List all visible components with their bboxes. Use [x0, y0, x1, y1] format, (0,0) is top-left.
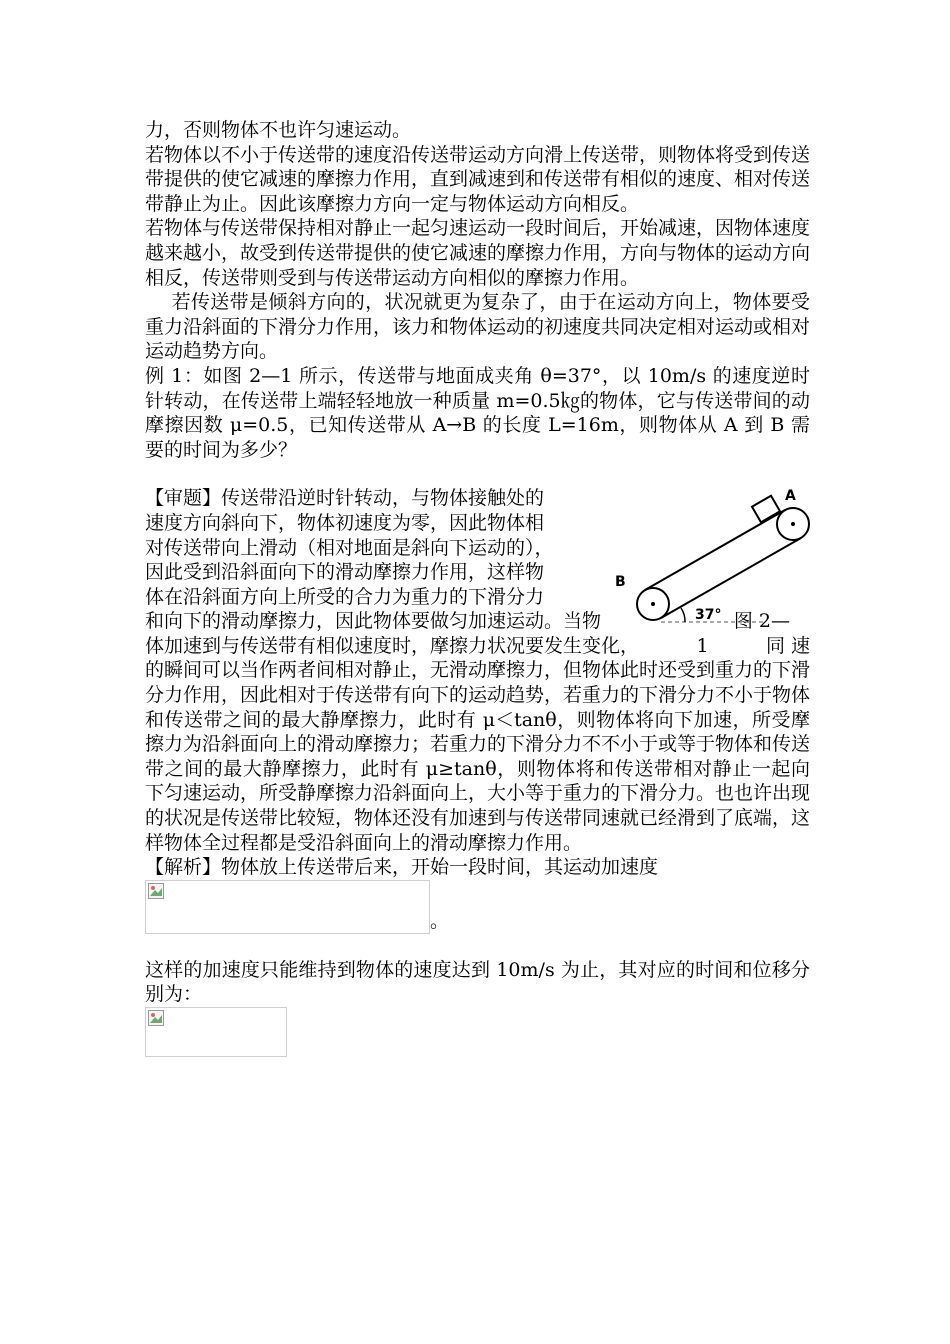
pulley-b-axle	[651, 602, 655, 606]
label-b: B	[615, 574, 626, 591]
analysis-line: 对传送带向上滑动（相对地面是斜向下运动的），	[145, 536, 554, 559]
paragraph-4: 若传送带是倾斜方向的，状况就更为复杂了，由于在运动方向上，物体要受重力沿斜面的下滑分力作用，该力和物体运动的初速度共同决定相对运动或相对运动趋势方向。	[145, 291, 811, 363]
angle-label: 37°	[695, 607, 722, 624]
analysis-line: 速度方向斜向下，物体初速度为零，因此物体相	[145, 511, 545, 534]
analysis-line: 因此受到沿斜面向下的滑动摩擦力作用，这样物	[145, 561, 545, 584]
figure-caption-part2: 1	[696, 634, 709, 657]
analysis-continued: 的瞬间可以当作两者间相对静止，无滑动摩擦力，但物体此时还受到重力的下滑分力作用，因此相对于传送带有向下的运动趋势，若重力的下滑分力不小于物体和传送带之间的最大静摩擦力，此时有 μ＜tanθ，则物体将向下加速，所受摩擦力为沿斜面向上的滑动摩擦力；若重力的下滑分力不不小于或等于物体和传送带之间的最大静摩擦力，此时有 μ≥tanθ，则物体将和传送带相对静止一起向下匀速运动，所受静摩擦力沿斜面向上，大小等于重力的下滑分力。也也许出现的状况是传送带比较短，物体还没有加速到与传送带同速就已经滑到了底端，这样物体全过程都是受沿斜面向上的滑动摩擦力作用。	[145, 659, 811, 854]
block-object	[752, 496, 780, 523]
label-a: A	[785, 488, 796, 505]
pulley-a-axle	[791, 522, 795, 526]
analysis-wrapped-text	[145, 486, 615, 609]
broken-image-icon	[148, 1010, 164, 1026]
analysis-line-tail: 同 速	[765, 634, 810, 657]
solution-line: 【解析】物体放上传送带后来，开始一段时间，其运动加速度	[145, 856, 659, 879]
example-question: 例 1：如图 2—1 所示，传送带与地面成夹角 θ=37°，以 10m/s 的速度逆时针转动，在传送带上端轻轻地放一种质量 m=0.5㎏的物体，它与传送带间的动摩擦因数 μ=0.5，已知传送带从 A→B 的长度 L=16m，则物体从 A 到 B 需要的时间为多少？	[145, 364, 810, 461]
analysis-line-with-caption-2	[145, 634, 810, 659]
conveyor-belt-figure	[615, 482, 815, 632]
paragraph-3: 若物体与传送带保持相对静止一起匀速运动一段时间后，开始减速，因物体速度越来越小，故受到传送带提供的使它减速的摩擦力作用，方向与物体的运动方向相反，传送带则受到与传送带运动方向相似的摩擦力作用。	[145, 217, 811, 289]
analysis-line: 和向下的滑动摩擦力，因此物体要做匀加速运动。当物	[145, 610, 602, 633]
blank-line	[145, 934, 810, 958]
analysis-line: 体加速到与传送带有相似速度时，摩擦力状况要发生变化，	[145, 634, 640, 657]
formula-image-placeholder	[145, 1007, 287, 1057]
angle-arc	[681, 608, 685, 622]
formula-row-1	[145, 880, 810, 934]
analysis-line: 体在沿斜面方向上所受的合力为重力的下滑分力	[145, 585, 545, 608]
figure-caption-part1: 图 2—	[733, 610, 790, 633]
paragraph-2: 若物体以不小于传送带的速度沿传送带运动方向滑上传送带，则物体将受到传送带提供的使它减速的摩擦力作用，直到减速到和传送带有相似的速度、相对传送带静止为止。因此该摩擦力方向一定与物体运动方向相反。	[145, 143, 811, 215]
paragraph-1: 力，否则物体不也许匀速运动。	[145, 119, 412, 141]
period: 。	[430, 910, 450, 933]
broken-image-icon	[148, 883, 164, 899]
formula-image-placeholder	[145, 880, 430, 934]
belt-bottom	[661, 538, 801, 618]
belt-top	[645, 510, 785, 590]
after-text: 这样的加速度只能维持到物体的速度达到 10m/s 为止，其对应的时间和位移分别为：	[145, 958, 810, 1006]
analysis-line: 【审题】传送带沿逆时针转动，与物体接触处的	[145, 487, 545, 510]
document-page	[145, 118, 810, 1057]
